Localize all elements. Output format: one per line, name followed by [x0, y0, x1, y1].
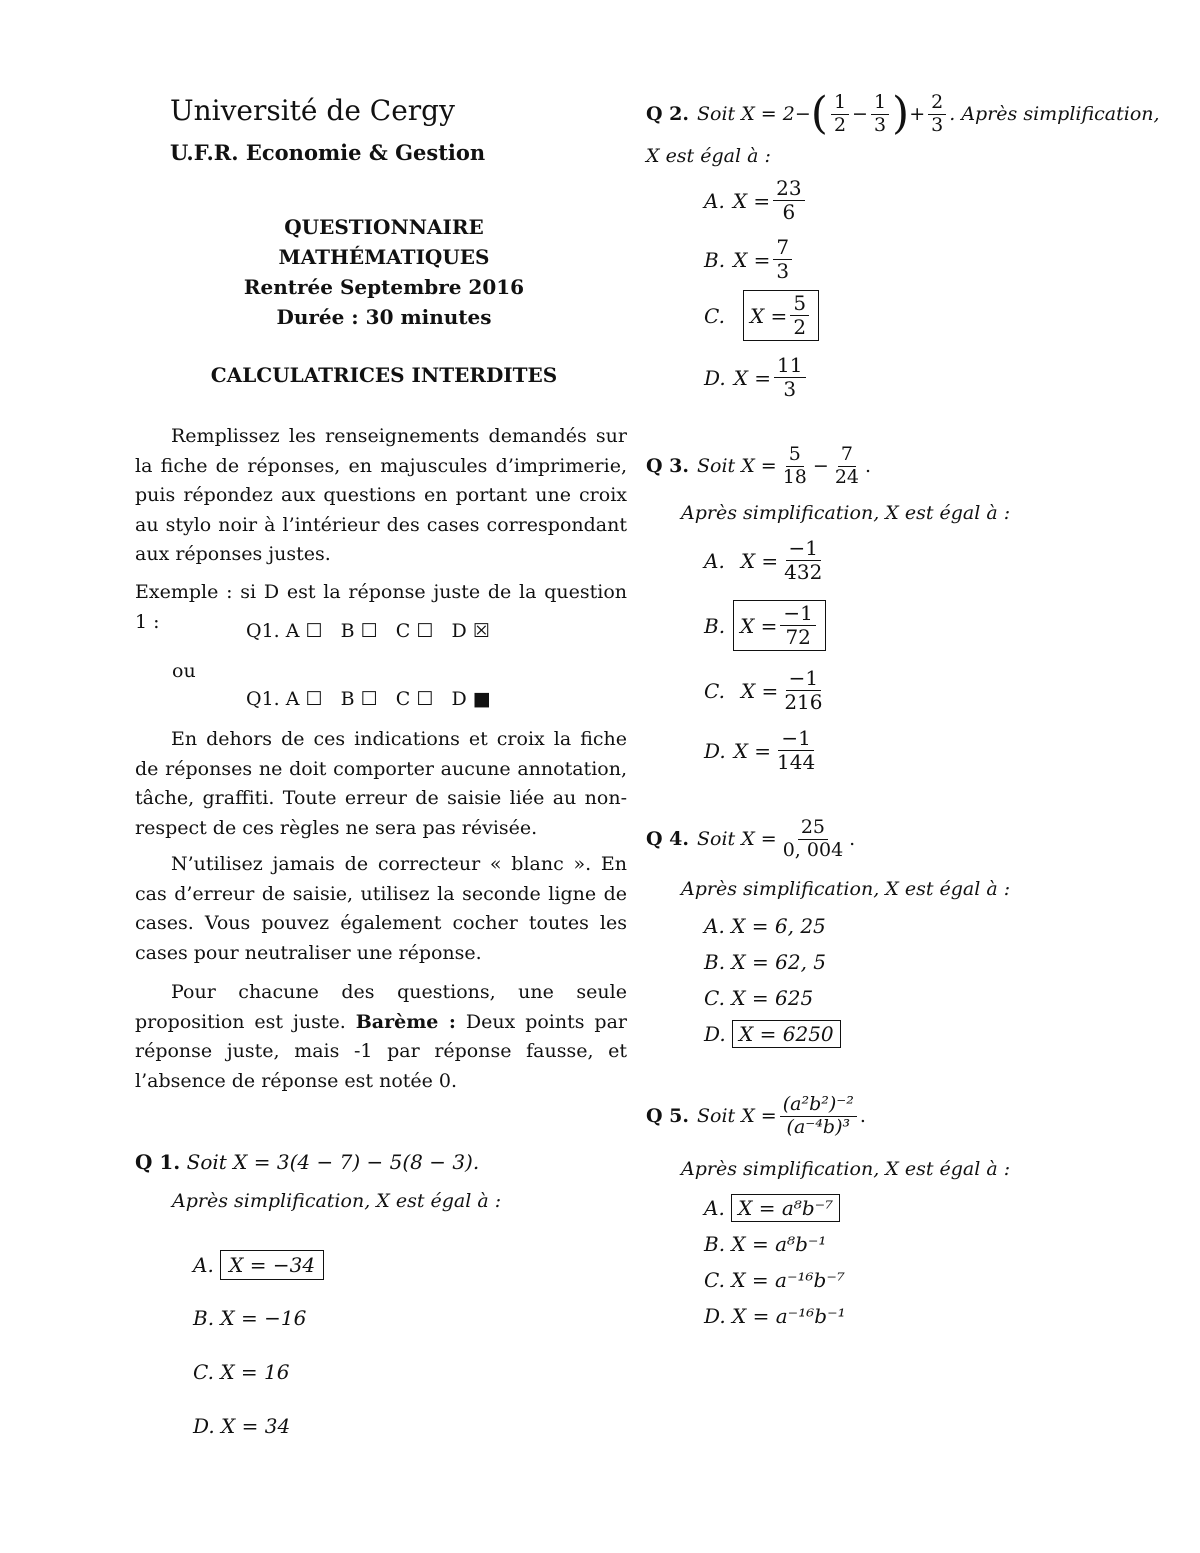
q3-after: Après simplification, X est égal à :: [681, 502, 1011, 524]
option-lhs: X =: [740, 613, 778, 638]
q3-option-b: [704, 600, 826, 651]
example-or: ou: [172, 660, 196, 682]
q2-option-d: [704, 355, 809, 400]
q5-option-c: [704, 1268, 845, 1292]
plus: +: [909, 103, 926, 125]
option-frac: $\frac{11}{3}$: [774, 355, 805, 400]
q5-soit: Soit X =: [697, 1105, 777, 1128]
option-text: X = −16: [220, 1306, 307, 1330]
q4-option-c: [704, 986, 813, 1010]
option-letter: D.: [704, 365, 726, 390]
q1-option-b: [193, 1306, 306, 1330]
q5: [646, 1095, 866, 1138]
q5-label: Q 5.: [646, 1105, 690, 1128]
title-line2: MATHÉMATIQUES: [278, 245, 490, 269]
q2-option-c: [704, 290, 819, 341]
p4-b: Deux points par réponse juste, mais -1 par réponse fausse, et l’absence de réponse est notée 0.: [135, 1010, 627, 1092]
option-frac: $\frac{-1}{72}$: [780, 603, 815, 648]
q4-soit: Soit X =: [697, 828, 777, 851]
q1-label: Q 1.: [135, 1150, 181, 1174]
correct-answer-box: X = 6250: [732, 1020, 841, 1048]
correct-answer-box: X = a⁸b⁻⁷: [731, 1194, 840, 1222]
q4-option-b: [704, 950, 826, 974]
q2-label: Q 2.: [646, 103, 690, 125]
q4: [646, 818, 855, 861]
option-letter: D.: [704, 1022, 726, 1046]
instructions-p1: Remplissez les renseignements demandés sur la fiche de réponses, en majuscules d’imprimerie, puis répondez aux questions en portant une croix au stylo noir à l’intérieur des cases correspondant aux réponses justes.: [135, 425, 627, 565]
q2-line2: X est égal à :: [646, 145, 771, 167]
option-letter: B.: [704, 1232, 726, 1256]
option-text: X = 62, 5: [731, 950, 827, 974]
option-lhs: X =: [740, 678, 779, 703]
option-letter: A.: [704, 188, 725, 213]
option-frac: $\frac{-1}{144}$: [777, 726, 816, 774]
option-lhs: X =: [733, 365, 772, 390]
q1-option-a: [193, 1250, 324, 1280]
q3-label: Q 3.: [646, 455, 690, 478]
option-letter: D.: [193, 1414, 215, 1438]
example-line1: Q1. A ☐ B ☐ C ☐ D ☒: [246, 620, 490, 642]
q3-frac1: $\frac{5}{18}$: [782, 443, 807, 488]
q1: [135, 1150, 479, 1174]
q3-soit: Soit X =: [697, 455, 777, 478]
questionnaire-title: [170, 212, 598, 332]
period: .: [859, 1105, 866, 1128]
instructions-p4: [135, 978, 627, 1096]
q3-frac2: $\frac{7}{24}$: [834, 443, 860, 488]
period: .: [865, 455, 872, 478]
ufr-title: U.F.R. Economie & Gestion: [170, 140, 486, 165]
q5-after: Après simplification, X est égal à :: [681, 1158, 1011, 1180]
option-letter: A.: [704, 548, 725, 573]
q5-option-a: [704, 1194, 840, 1222]
option-frac: $\frac{23}{6}$: [773, 178, 804, 223]
calculator-warning: CALCULATRICES INTERDITES: [210, 363, 558, 387]
option-letter: C.: [704, 678, 725, 703]
option-letter: C.: [704, 1268, 725, 1292]
option-letter: B.: [704, 613, 726, 638]
option-frac: $\frac{5}{2}$: [790, 293, 809, 338]
example-line2: Q1. A ☐ B ☐ C ☐ D ■: [246, 688, 491, 710]
correct-answer-box: [733, 600, 826, 651]
correct-answer-box: X = −34: [220, 1250, 324, 1280]
instructions-p2: En dehors de ces indications et croix la fiche de réponses ne doit comporter aucune annotation, tâche, graffiti. Toute erreur de saisie liée au non-respect de ces règles ne sera pas révisée.: [135, 728, 627, 839]
option-lhs: X =: [749, 303, 788, 328]
session: Rentrée Septembre 2016: [243, 275, 525, 299]
q4-after: Après simplification, X est égal à :: [681, 878, 1011, 900]
option-frac: $\frac{-1}{216}$: [784, 666, 823, 714]
instructions-p3: N’utilisez jamais de correcteur « blanc ». En cas d’erreur de saisie, utilisez la seconde ligne de cases. Vous pouvez également cocher toutes les cases pour neutraliser une réponse.: [135, 853, 627, 964]
option-text: X = a⁻¹⁶b⁻⁷: [731, 1268, 845, 1292]
correct-answer-box: [743, 290, 819, 341]
minus: −: [812, 455, 829, 478]
q1-statement: Soit X = 3(4 − 7) − 5(8 − 3).: [186, 1150, 480, 1174]
period: .: [849, 828, 856, 851]
option-lhs: X =: [740, 548, 779, 573]
q2-soit: Soit X = 2−: [697, 103, 811, 125]
p4-a: Pour chacune des questions, une seule proposition est juste.: [135, 981, 627, 1033]
option-letter: C.: [193, 1360, 214, 1384]
option-text: X = a⁸b⁻¹: [731, 1232, 827, 1256]
left-paren: (: [810, 88, 828, 139]
q5-option-d: [704, 1304, 846, 1328]
option-letter: B.: [704, 950, 726, 974]
q4-label: Q 4.: [646, 828, 690, 851]
q1-option-d: [193, 1414, 290, 1438]
option-letter: A.: [704, 914, 725, 938]
option-frac: $\frac{7}{3}$: [773, 237, 792, 282]
option-letter: D.: [704, 738, 726, 763]
q2-option-b: [704, 237, 795, 282]
option-letter: A.: [193, 1253, 214, 1277]
q2-frac2: $\frac{1}{3}$: [871, 93, 889, 136]
option-letter: D.: [704, 1304, 726, 1328]
bareme-label: Barème :: [355, 1010, 456, 1033]
option-lhs: X =: [732, 188, 771, 213]
q1-after: Après simplification, X est égal à :: [172, 1190, 502, 1212]
option-text: X = 625: [731, 986, 814, 1010]
q3-option-c: [704, 668, 829, 713]
right-paren: ): [892, 88, 910, 139]
option-lhs: X =: [733, 738, 772, 763]
option-text: X = 34: [221, 1414, 291, 1438]
option-text: X = 6, 25: [731, 914, 826, 938]
option-text: X = a⁻¹⁶b⁻¹: [732, 1304, 846, 1328]
option-lhs: X =: [733, 247, 771, 272]
option-text: X = 16: [220, 1360, 290, 1384]
minus: −: [852, 103, 868, 125]
q1-option-c: [193, 1360, 289, 1384]
q2-tail: . Après simplification,: [949, 103, 1160, 125]
university-title: Université de Cergy: [170, 94, 455, 127]
title-line1: QUESTIONNAIRE: [284, 215, 484, 239]
q2-frac3: $\frac{2}{3}$: [928, 93, 946, 136]
q3: [646, 445, 871, 488]
option-letter: C.: [704, 303, 725, 328]
option-letter: C.: [704, 986, 725, 1010]
option-letter: A.: [704, 1196, 725, 1220]
q2-frac1: $\frac{1}{2}$: [831, 93, 849, 136]
q2: [646, 88, 1160, 139]
option-letter: B.: [193, 1306, 215, 1330]
q3-option-d: [704, 728, 821, 773]
duration: Durée : 30 minutes: [276, 305, 492, 329]
q5-option-b: [704, 1232, 826, 1256]
q4-option-d: [704, 1020, 841, 1048]
q4-option-a: [704, 914, 826, 938]
option-letter: B.: [704, 247, 726, 272]
q5-frac: $\frac{\text{(a²b²)⁻²}}{\text{(a⁻⁴b)³}}$: [780, 1095, 857, 1138]
q2-option-a: [704, 178, 808, 223]
q4-frac: $\frac{25}{0, 004}$: [782, 816, 844, 861]
example-intro: Exemple : si D est la réponse juste de la question 1 :: [135, 581, 627, 633]
q3-option-a: [704, 538, 828, 583]
option-frac: $\frac{-1}{432}$: [784, 536, 823, 584]
